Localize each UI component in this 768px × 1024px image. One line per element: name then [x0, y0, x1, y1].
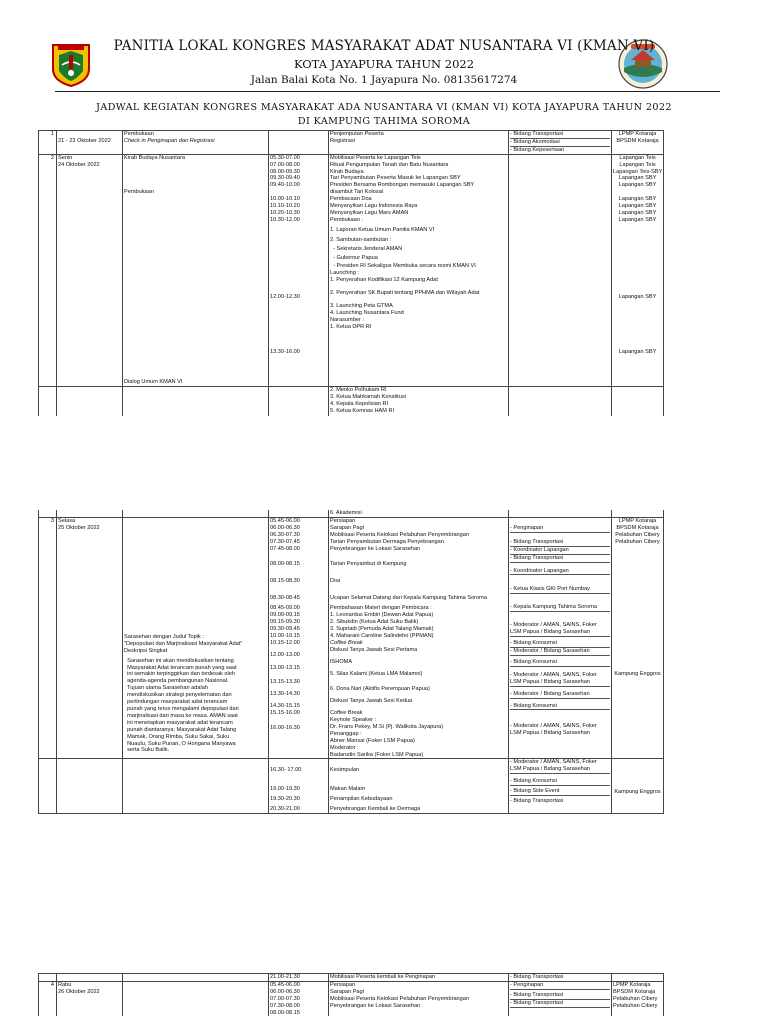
time-cell: [269, 387, 329, 416]
pic-cell: - Moderator / AMAN, SAINS, Foker LSM Papua / Bidang Sarasehan - Bidang Konsumsi - Bidang Side Event - Bidang Transportasi: [509, 759, 612, 814]
location-cell: LPMP Kotaraja BPSDM Kotaraja Pelabuhan Cibery Pelabuhan Cibery Kampung Enggros: [612, 517, 664, 759]
row-number: 3: [39, 517, 57, 759]
activity-cell: Kirab Budaya Nusantara Pembukaan Dialog Umum KMAN VI: [123, 154, 269, 386]
location-cell: Lapangan Teis Lapangan Teis Lapangan Teis-SBY Lapangan SBY Lapangan SBY Lapangan SBY Lapangan SBY Lapangan SBY Lapangan SBY Lapangan SBY Lapangan SBY: [612, 154, 664, 386]
activity-cell: [123, 759, 269, 814]
city-year: KOTA JAYAPURA TAHUN 2022: [293, 57, 475, 71]
detail-cell: Mobilisasi Peserta kembali ke Penginapan: [329, 974, 509, 982]
detail-cell: Kesimpulan Makan Malam Penampilan Kebudayaan Penyebrangan Kembali ke Dermaga: [329, 759, 509, 814]
row-number: [39, 387, 57, 416]
table-row: [39, 974, 664, 982]
table-row: [39, 517, 664, 759]
activity-cell: [123, 510, 269, 517]
time-cell: 16.30- 17.00 19.00-19.30 19.30-20.30 20.30-21.00: [269, 759, 329, 814]
time-cell: 05.30-07.00 07.00-08.00 08.00-09.30 09.30-09.40 09.40-10.00 10.00-10.10 10.10-10.20 10.20-10.30 10.30-12.00 12.00-12.30 13.30-16.00: [269, 154, 329, 386]
activity-cell: Sarasehan dengan Judul Topik : "Depopulasi dan Marjinalisasi Masyarakat Adat" Deskripsi Singkat Sarasehan ini akan mendiskusikan tentang Masyarakat Adat terancam punah yang saat ini semakin terpinggirkan dan terdesak oleh agenda-agenda pembangunan Nasional. Tujuan utama Sarasehan adalah mendiskusikan strategi penyelematan dan perlindungan masyarakat adat terancam punah yang terus mengalami depopulasi dan marjinalisasi dari masa ke masa. AMAN saat ini menetapkan masyarakat adat terancam punah diantaranya; Masyarakat Adat Talang Mamak, Orang Rimba, Suku Sakai, Suku Nuaulu, Suku Punan, O Hongana Manyawa serta Suku Balik.: [123, 517, 269, 759]
activity-cell: Pembukaan Check in Penginapan dan Registrasi: [123, 131, 269, 155]
row-number: [39, 510, 57, 517]
table-row: [39, 154, 664, 386]
day-cell: 21 - 23 Oktober 2022: [57, 131, 123, 155]
time-cell: 05.45-06.00 06.00-06.30 07.00-07.30 07.30-08.00 08.00-08.15: [269, 981, 329, 1016]
letterhead: [0, 38, 768, 86]
day-cell: [57, 759, 123, 814]
pic-cell: - Bidang Transportasi: [509, 974, 612, 982]
time-cell: [269, 510, 329, 517]
activity-cell: [123, 387, 269, 416]
location-cell: [612, 974, 664, 982]
time-cell: 05.45-06.00 06.00-06.30 06.30-07.30 07.30-07.45 07.45-08.00 08.00-08.15 08.15-08.30 08.30-08.45 08.45-09.00 09.00-09.15 09.15-09.30 09.30-09.45 10.00-10.15 10.15-12.00 12.00-13.00 13.00-13.15 13.15-13.30 13.30-14.30 14.30-15.15 15.15-16.00 16.00-16.30: [269, 517, 329, 759]
pic-cell: - Penginapan - Bidang Transportasi - Koordinator Lapangan - Bidang Transportasi - Koordinator Lapangan - Ketua Klasis GKI Port Numbay - Kepala Kampung Tahima Soroma - Moderator / AMAN, SAINS, Foker LSM Papua / Bidang Sarasehan - Bidang Konsumsi - Moderator / Bidang Sarasehan - Bidang Konsumsi - Moderator / AMAN, SAINS, Foker LSM Papua / Bidang Sarasehan - Moderator / Bidang Sarasehan - Bidang Konsumsi - Moderator / AMAN, SAINS, Foker LSM Papua / Bidang Sarasehan: [509, 517, 612, 759]
pic-cell: [509, 510, 612, 517]
location-cell: [612, 387, 664, 416]
table-row: [39, 131, 664, 155]
table-row: [39, 981, 664, 1016]
location-cell: LPMP Kotaraja BPSDM Kotaraja: [612, 131, 664, 155]
activity-cell: [123, 981, 269, 1016]
location-cell: [612, 510, 664, 517]
time-cell: 21.00-21.30: [269, 974, 329, 982]
pic-cell: - Penginapan - Bidang Transportasi - Bidang Transportasi: [509, 981, 612, 1016]
pic-cell: [509, 387, 612, 416]
pic-cell: - Bidang Transportasi - Bidang Akomodasi - Bidang Kepesertaan: [509, 131, 612, 155]
schedule-title-line1: JADWAL KEGIATAN KONGRES MASYARAKAT ADA NUSANTARA VI (KMAN VI) KOTA JAYAPURA TAHUN 2022: [96, 102, 672, 113]
letterhead-rule: [55, 91, 720, 92]
detail-cell: Penjemputan Peserta Registrasi: [329, 131, 509, 155]
row-number: 1: [39, 131, 57, 155]
row-number: [39, 974, 57, 982]
location-cell: LPMP Kotaraja BPSDM Kotaraja Pelabuhan Cibery Pelabuhan Cibery: [612, 981, 664, 1016]
address-phone: Jalan Balai Kota No. 1 Jayapura No. 08135617274: [250, 74, 518, 86]
day-cell: Selasa 25 Oktober 2022: [57, 517, 123, 759]
table-row: [39, 510, 664, 517]
time-cell: [269, 131, 329, 155]
detail-cell: 2. Menko Polhukam RI 3. Ketua Mahkamah Konstitusi 4. Kepala Kepolisian RI 5. Ketua Komnas HAM RI: [329, 387, 509, 416]
day-cell: Rabu 26 Oktober 2022: [57, 981, 123, 1016]
table-row: [39, 759, 664, 814]
schedule-table-block1: [38, 130, 664, 416]
day-cell: [57, 510, 123, 517]
schedule-title: [0, 101, 768, 129]
committee-name: PANITIA LOKAL KONGRES MASYARAKAT ADAT NUSANTARA VI (KMAN VI): [113, 38, 655, 54]
table-row: [39, 387, 664, 416]
day-cell: Senin 24 Oktober 2022: [57, 154, 123, 386]
row-number: 4: [39, 981, 57, 1016]
detail-cell: Persiapan Sarapan Pagi Mobilisasi Peserta Kelokasi Pelabuhan Penyembrangan Penyebrangan ke Lokasi Sarasehan: [329, 981, 509, 1016]
activity-cell: [123, 974, 269, 982]
detail-cell: Mobilisasi Peserta ke Lapangan Teis Ritual Pengumpulan Tanah dan Batu Nusantara Kirab Budaya Tari Penyambutan Peserta Masuk ke Lapangan SBY Presiden Bersama Rombongan memasuki Lapangan SBY disambut Tari Kolosal Pembacaan Doa Menyanyikan Lagu Indonesia Raya Menyanyikan Lagu Mars AMAN Pembukaan : 1. Laporan Ketua Umum Panitia KMAN VI 2. Sambutan-sambutan : - Sekretaris Jenderal AMAN - Gubernur Papua - Presiden RI Sekaligus Membuka secara resmi KMAN VI Launching : 1. Penyerahan Kodifikasi 12 Kampung Adat 2. Penyerahan SK Bupati tentang PPHMA dan Wilayah Adat 3. Launching Peta GTMA 4. Launching Nusantara Fund Narasumber : 1. Ketua DPR RI: [329, 154, 509, 386]
schedule-table-block3: [38, 973, 664, 1016]
location-cell: Kampung Enggros: [612, 759, 664, 814]
schedule-table-block2: [38, 510, 664, 814]
detail-cell: Persiapan Sarapan Pagi Mobilisasi Peserta Kelokasi Pelabuhan Penyembrangan Tarian Penyambutan Dermaga Penyebrangan Penyebrangan ke Lokasi Sarasehan Tarian Penyambut di Kampung Doa Ucapan Selamat Datang dari Kepala Kampung Tahima Soroma Pembahasan Materi dengan Pembicara : 1. Leonardus Embiri (Dewan Adat Papua) 2. Sibukdin (Ketua Adat Suku Balik) 3. Supriadi (Pemuda Adat Talang Mamak) 4. Maharani Caroline Salindeho (PPMAN) Coffee Break Diskusi Tanya Jawab Sesi Pertama ISHOMA 5. Silas Kalami (Ketua LMA Malamoi) 6. Dona Nari (Aktifis Perempuan Papua) Diskusi Tanya Jawab Sesi Kedua Coffee Break Keynote Speaker : Dr. Frans Pekey, M.Si (Pj. Walikota Jayapura) Penanggap : Abner Mansai (Foker LSM Papua) Moderator : Badarudin Sarika (Foker LSM Papua): [329, 517, 509, 759]
day-cell: [57, 974, 123, 982]
detail-cell: 6. Akademisi: [329, 510, 509, 517]
pic-cell: [509, 154, 612, 386]
day-cell: [57, 387, 123, 416]
row-number: [39, 759, 57, 814]
row-number: 2: [39, 154, 57, 386]
schedule-title-line2: DI KAMPUNG TAHIMA SOROMA: [297, 116, 471, 127]
